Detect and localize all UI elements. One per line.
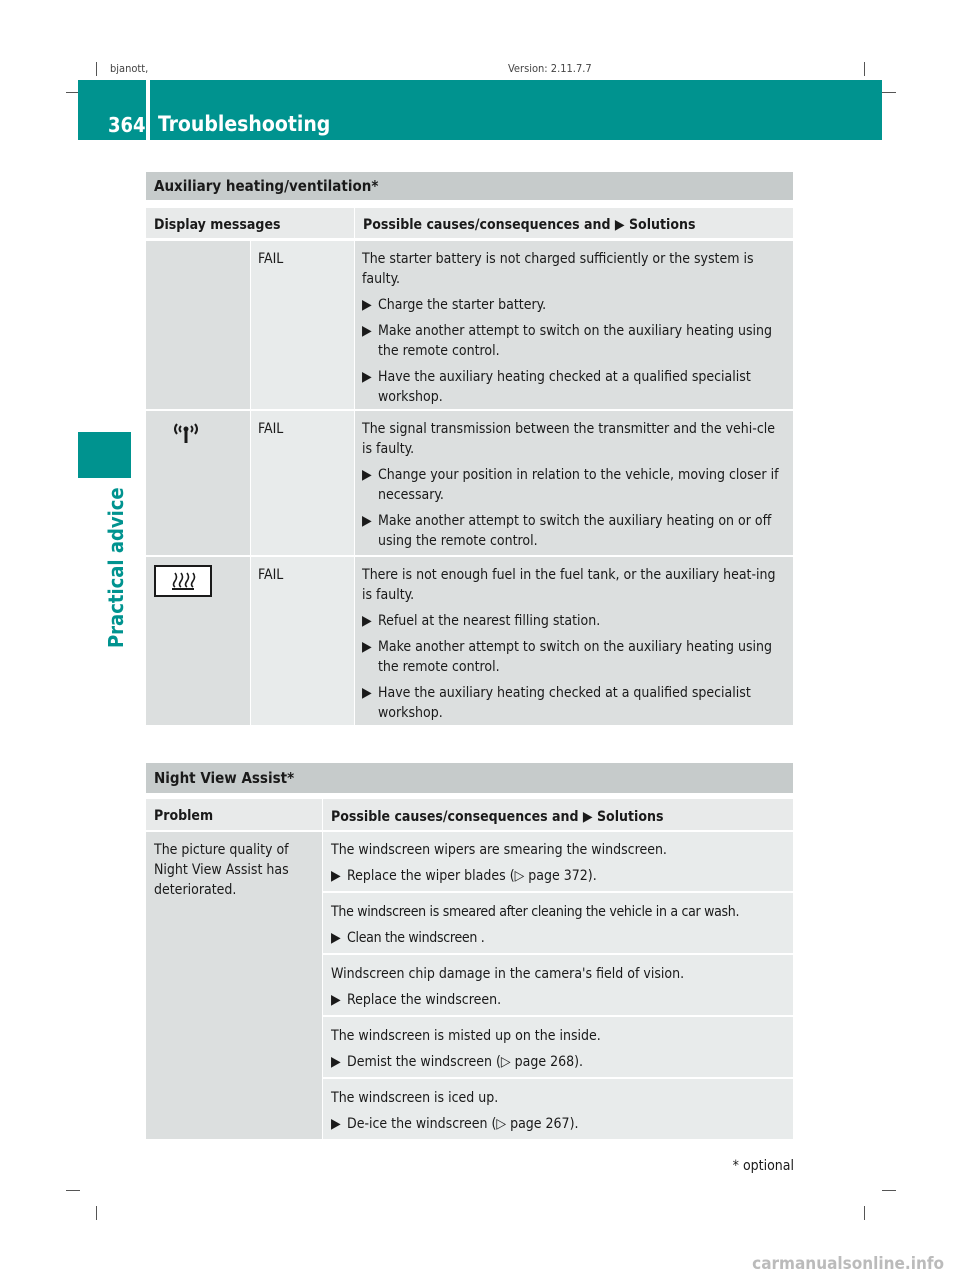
nva-problem: The picture quality of Night View Assist has deteriorated.	[146, 832, 322, 1139]
solution-step: ▶ Clean the windscreen .	[331, 930, 485, 946]
side-tab-label: Practical advice	[104, 487, 128, 648]
section-title: Troubleshooting	[158, 112, 331, 136]
cause-text: Windscreen chip damage in the camera's field of vision.	[331, 966, 685, 982]
aux-row3-solution	[355, 557, 793, 725]
solution-step: ▶ Have the auxiliary heating checked at a qualified specialist workshop.	[362, 685, 751, 721]
aux-row1-msg: FAIL	[251, 241, 354, 409]
solution-step: ▶ Make another attempt to switch on the auxiliary heating using the remote control.	[362, 639, 773, 675]
cause-text: There is not enough fuel in the fuel tank, or the auxiliary heat-ing is faulty.	[362, 567, 776, 603]
step-arrow-icon: ▶	[331, 1054, 341, 1070]
solution-step: ▶ Have the auxiliary heating checked at a qualified specialist workshop.	[362, 369, 751, 405]
crop-mark	[882, 1190, 896, 1191]
step-arrow-icon: ▶	[362, 323, 372, 339]
step-arrow-icon: ▶	[362, 613, 372, 629]
step-arrow-icon: ▶	[362, 639, 372, 655]
solution-step: ▶ Make another attempt to switch the auxiliary heating on or off using the remote control.	[362, 513, 772, 549]
nva-row4	[323, 1017, 793, 1077]
solution-step: ▶ Change your position in relation to the vehicle, moving closer if necessary.	[362, 467, 779, 503]
meta-version: Version: 2.11.7.7	[508, 62, 592, 75]
aux-header-col2: Possible causes/consequences and ▶ Solutions	[355, 208, 793, 238]
crop-mark	[882, 92, 896, 93]
footnote: * optional	[732, 1158, 794, 1174]
solution-step: ▶ Refuel at the nearest filling station.	[362, 613, 601, 629]
crop-mark	[864, 62, 865, 76]
step-arrow-icon: ▶	[362, 369, 372, 385]
crop-mark	[864, 1206, 865, 1220]
cause-text: The windscreen wipers are smearing the windscreen.	[331, 842, 667, 858]
cause-text: The signal transmission between the transmitter and the vehi-cle is faulty.	[362, 421, 776, 457]
side-tab	[104, 488, 134, 648]
nva-table-title: Night View Assist*	[146, 763, 793, 793]
step-arrow-icon: ▶	[362, 685, 372, 701]
aux-row3-msg: FAIL	[251, 557, 354, 725]
solution-step: ▶ Charge the starter battery.	[362, 297, 547, 313]
step-arrow-icon: ▶	[331, 930, 341, 946]
nva-row3	[323, 955, 793, 1015]
meta-author: bjanott,	[110, 62, 149, 75]
step-arrow-icon: ▶	[362, 297, 372, 313]
aux-row3-icon	[146, 557, 250, 725]
aux-table-title: Auxiliary heating/ventilation*	[146, 172, 793, 200]
nva-row2	[323, 893, 793, 953]
solution-step: ▶ De-ice the windscreen (▷ page 267).	[331, 1116, 579, 1132]
aux-row1-icon	[146, 241, 250, 409]
cause-text: The windscreen is misted up on the inside.	[331, 1028, 601, 1044]
aux-header-col1: Display messages	[146, 208, 354, 238]
step-arrow-icon: ▶	[362, 467, 372, 483]
aux-row2-icon	[146, 411, 250, 555]
solution-step: ▶ Make another attempt to switch on the auxiliary heating using the remote control.	[362, 323, 773, 359]
page-number: 364	[108, 113, 146, 137]
nva-row5	[323, 1079, 793, 1139]
step-arrow-icon: ▶	[362, 513, 372, 529]
aux-row2-solution	[355, 411, 793, 555]
signal-icon	[170, 421, 202, 447]
cause-text: The starter battery is not charged sufficiently or the system is faulty.	[362, 251, 754, 287]
solution-step: ▶ Replace the wiper blades (▷ page 372).	[331, 868, 597, 884]
aux-row1-solution	[355, 241, 793, 409]
watermark: carmanualsonline.info	[752, 1254, 944, 1274]
step-arrow-icon: ▶	[331, 868, 341, 884]
crop-mark	[66, 1190, 80, 1191]
heater-icon	[154, 565, 212, 597]
crop-mark	[96, 1206, 97, 1220]
step-arrow-icon: ▶	[331, 992, 341, 1008]
side-tab-block	[78, 432, 131, 478]
nva-header-col2: Possible causes/consequences and ▶ Solutions	[323, 799, 793, 830]
aux-row2-msg: FAIL	[251, 411, 354, 555]
solution-step: ▶ Demist the windscreen (▷ page 268).	[331, 1054, 584, 1070]
step-arrow-icon: ▶	[331, 1116, 341, 1132]
nva-row1	[323, 832, 793, 891]
solution-step: ▶ Replace the windscreen.	[331, 992, 502, 1008]
nva-header-col1: Problem	[146, 799, 322, 830]
crop-mark	[96, 62, 97, 76]
cause-text: The windscreen is smeared after cleaning the vehicle in a car wash.	[331, 904, 740, 920]
header-divider	[146, 80, 150, 140]
cause-text: The windscreen is iced up.	[331, 1090, 499, 1106]
